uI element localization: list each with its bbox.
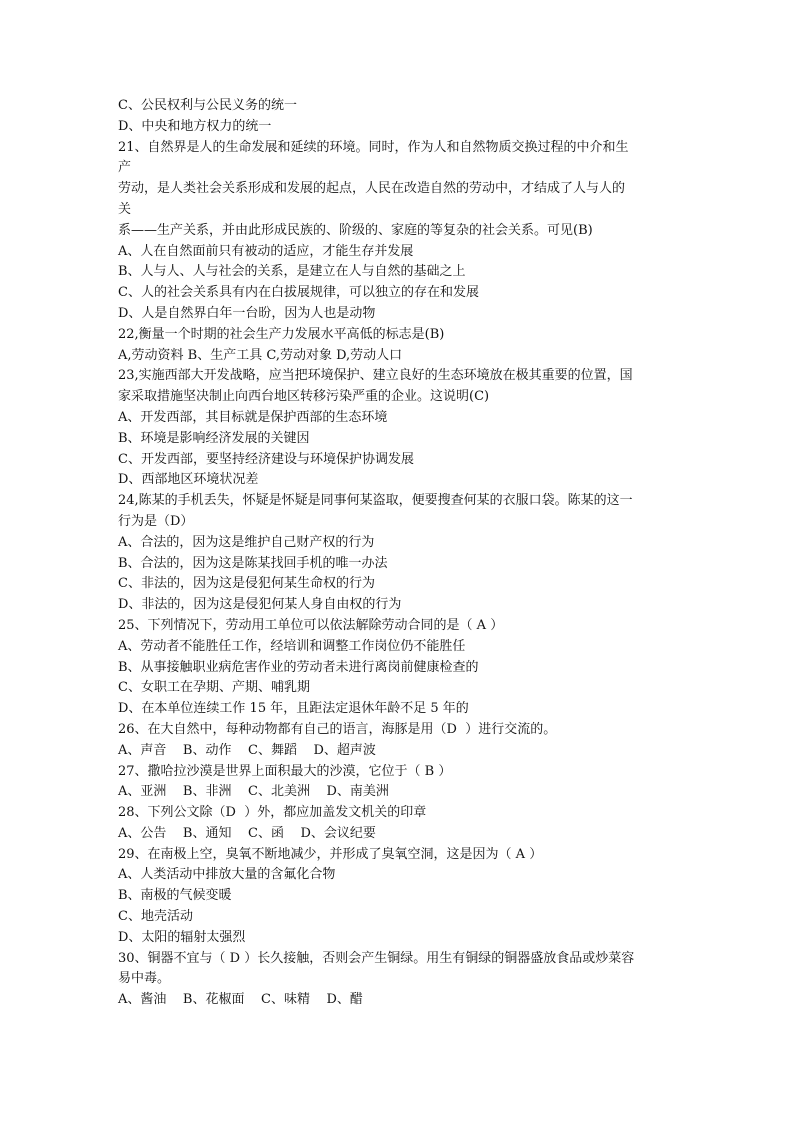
option-line: C、地壳活动 (118, 909, 193, 925)
text-line: 劳动，是人类社会关系形成和发展的起点，人民在改造自然的劳动中，才结成了人与人的 (118, 181, 626, 197)
text-line: 家采取措施坚决制止向西台地区转移污染严重的企业。这说明(C) (118, 389, 490, 405)
question-28-line: 28、下列公文除（D ）外，都应加盖发文机关的印章 (118, 805, 427, 821)
text-line: 系——生产关系，并由此形成民族的、阶级的、家庭的等复杂的社会关系。可见(B) (118, 222, 593, 238)
question-30-line: 30、铜器不宜与（ D ）长久接触，否则会产生铜绿。用生有铜绿的铜器盛放食品或炒菜容 (118, 950, 635, 966)
option-line: A、人类活动中排放大量的含氟化合物 (118, 867, 336, 883)
question-21-line: 21、自然界是人的生命发展和延续的环境。同时，作为人和自然物质交换过程的中介和生 (118, 139, 629, 155)
option-line: D、太阳的辐射太强烈 (118, 929, 246, 945)
text-line: 产 (118, 160, 132, 176)
option-line: A、酱油 B、花椒面 C、味精 D、醋 (118, 992, 363, 1008)
option-line: B、合法的，因为这是陈某找回手机的唯一办法 (118, 555, 388, 571)
text-line: 关 (118, 201, 132, 217)
option-line: A、公告 B、通知 C、函 D、会议纪要 (118, 825, 376, 841)
question-29-line: 29、在南极上空，臭氧不断地减少，并形成了臭氧空洞，这是因为（ A ） (118, 846, 543, 862)
question-23-line: 23,实施西部大开发战略，应当把环境保护、建立良好的生态环境放在极其重要的位置，国 (118, 368, 633, 384)
option-line: A、开发西部，其目标就是保护西部的生态环境 (118, 409, 388, 425)
document-body (118, 96, 678, 1011)
option-line: D、人是自然界白年一台昐，因为人也是动物 (118, 305, 376, 321)
text-line: 行为是（D） (118, 513, 194, 529)
option-line: C、人的社会关系具有内在白拔展规律，可以独立的存在和发展 (118, 285, 479, 301)
option-line: B、人与人、人与社会的关系，是建立在人与自然的基础之上 (118, 264, 466, 280)
option-line: A、亚洲 B、非洲 C、北美洲 D、南美洲 (118, 784, 389, 800)
option-line: A、声音 B、动作 C、舞蹈 D、超声波 (118, 742, 376, 758)
text-line: C、公民权利与公民义务的统一 (118, 98, 297, 113)
option-line: B、南极的气候变暖 (118, 888, 232, 904)
question-26-line: 26、在大自然中，每种动物都有自己的语言，海豚是用（D ）进行交流的。 (118, 721, 557, 737)
option-line: B、从事接触职业病危害作业的劳动者未进行离岗前健康检查的 (118, 659, 479, 675)
text-line: D、中央和地方权力的统一 (118, 118, 272, 134)
option-line: D、非法的，因为这是侵犯何某人身自由权的行为 (118, 597, 402, 613)
option-line: D、西部地区环境状况差 (118, 472, 259, 488)
option-line: C、女职工在孕期、产期、哺乳期 (118, 680, 310, 696)
option-line: A,劳动资料 B、生产工具 C,劳动对象 D,劳动人口 (118, 347, 403, 363)
option-line: C、非法的，因为这是侵犯何某生命权的行为 (118, 576, 375, 592)
option-line: A、合法的，因为这是维护自己财产权的行为 (118, 534, 375, 550)
question-25-line: 25、下列情况下，劳动用工单位可以依法解除劳动合同的是（ A ） (118, 617, 504, 633)
question-22-line: 22,衡量一个时期的社会生产力发展水平高低的标志是(B) (118, 326, 445, 342)
option-line: A、人在自然面前只有被动的适应，才能生存并发展 (118, 243, 414, 259)
option-line: D、在本单位连续工作 15 年，且距法定退休年龄不足 5 年的 (118, 701, 469, 717)
option-line: B、环境是影响经济发展的关键因 (118, 430, 310, 446)
question-27-line: 27、撒哈拉沙漠是世界上面积最大的沙漠，它位于（ B ） (118, 763, 452, 779)
option-line: C、开发西部，要坚持经济建设与环境保护协调发展 (118, 451, 414, 467)
text-line: 易中毒。 (118, 971, 171, 987)
question-24-line: 24,陈某的手机丢失，怀疑是怀疑是同事何某盗取，便要搜查何某的衣服口袋。陈某的这一 (118, 493, 633, 509)
option-line: A、劳动者不能胜任工作，经培训和调整工作岗位仍不能胜任 (118, 638, 466, 654)
